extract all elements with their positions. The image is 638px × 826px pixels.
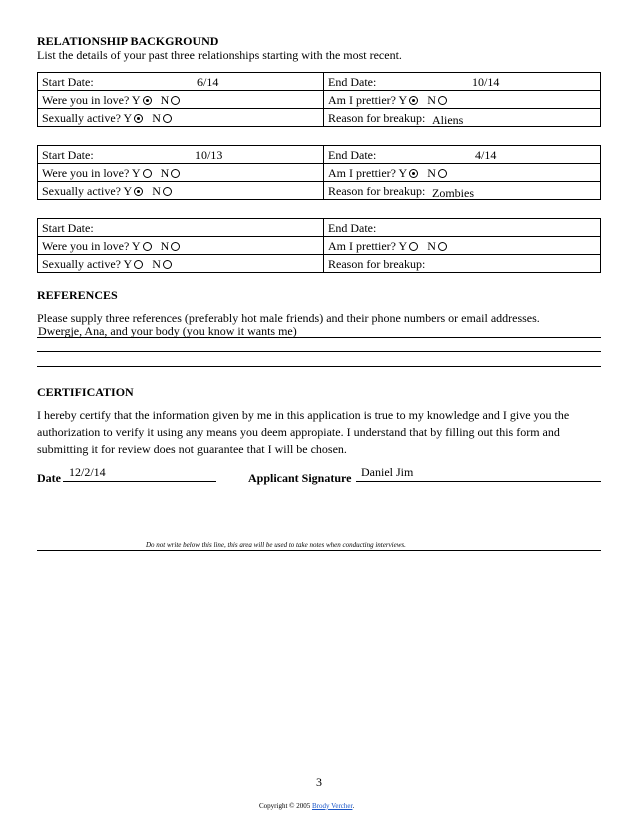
- sexually-active-label: Sexually active?: [42, 183, 121, 198]
- table-row: [38, 182, 601, 200]
- certification-heading: CERTIFICATION: [37, 385, 134, 399]
- table-row: [38, 255, 601, 273]
- notes-caption: Do not write below this line, this area will be used to take notes when conducting interviews.: [146, 541, 406, 549]
- end-date-cell[interactable]: [324, 73, 601, 91]
- start-date-cell[interactable]: [38, 219, 324, 237]
- in-love-cell: [38, 164, 324, 182]
- radio-in-love-no[interactable]: [171, 96, 180, 105]
- start-date-label: Start Date:: [42, 220, 94, 235]
- prettier-label: Am I prettier?: [328, 92, 396, 107]
- start-date-label: Start Date:: [42, 74, 94, 89]
- yes-label: Y: [131, 165, 141, 180]
- end-date-label: End Date:: [328, 74, 377, 89]
- certification-text: I hereby certify that the information given by me in this application is true to my knowledge and I give you the authorization to verify it using any means you deem appropiate. I understand that by filling out this form and submitting it for review does not guarantee that I will be chosen.: [37, 408, 570, 456]
- copyright-text: Copyright © 2005: [259, 802, 311, 810]
- radio-in-love-no[interactable]: [171, 169, 180, 178]
- sexually-active-cell: [38, 109, 324, 127]
- yes-label: Y: [131, 92, 141, 107]
- author-link[interactable]: Brody Vercher: [311, 802, 353, 810]
- signature-value[interactable]: Daniel Jim: [361, 465, 414, 479]
- radio-prettier-no[interactable]: [438, 96, 447, 105]
- date-label: Date: [37, 471, 61, 485]
- sexually-active-label: Sexually active?: [42, 256, 121, 271]
- end-date-label: End Date:: [328, 147, 377, 162]
- table-row: [38, 73, 601, 91]
- sexually-active-cell: [38, 255, 324, 273]
- table-row: [38, 109, 601, 127]
- references-line-1: [37, 337, 601, 338]
- reason-cell[interactable]: [324, 182, 601, 200]
- yes-label: Y: [123, 183, 133, 198]
- radio-prettier-yes[interactable]: [409, 242, 418, 251]
- references-instruction: Please supply three references (preferably hot male friends) and their phone numbers or email addresses.: [37, 311, 540, 325]
- start-date-cell[interactable]: [38, 73, 324, 91]
- radio-in-love-yes[interactable]: [143, 169, 152, 178]
- relationship-table: [37, 218, 601, 273]
- table-row: [38, 146, 601, 164]
- yes-label: Y: [123, 256, 133, 271]
- no-label: N: [152, 183, 161, 198]
- sexually-active-cell: [38, 182, 324, 200]
- prettier-cell: [324, 91, 601, 109]
- reason-label: Reason for breakup:: [328, 256, 426, 271]
- radio-in-love-yes[interactable]: [143, 96, 152, 105]
- no-label: N: [427, 238, 436, 253]
- radio-sexually-active-no[interactable]: [163, 260, 172, 269]
- references-answer[interactable]: Dwergje, Ana, and your body (you know it wants me): [38, 324, 297, 338]
- date-value[interactable]: 12/2/14: [69, 465, 106, 479]
- signature-line: [356, 481, 601, 482]
- copyright-period: .: [352, 802, 355, 810]
- prettier-label: Am I prettier?: [328, 165, 396, 180]
- no-label: N: [427, 165, 436, 180]
- radio-prettier-yes[interactable]: [409, 96, 418, 105]
- no-label: N: [152, 256, 161, 271]
- table-row: [38, 237, 601, 255]
- yes-label: Y: [131, 238, 141, 253]
- no-label: N: [160, 92, 170, 107]
- relationship-heading: RELATIONSHIP BACKGROUND: [37, 34, 219, 48]
- end-date-label: End Date:: [328, 220, 377, 235]
- no-label: N: [427, 92, 436, 107]
- radio-in-love-yes[interactable]: [143, 242, 152, 251]
- radio-sexually-active-no[interactable]: [163, 114, 172, 123]
- in-love-label: Were you in love?: [42, 238, 130, 253]
- copyright-line: [259, 802, 354, 810]
- in-love-cell: [38, 237, 324, 255]
- start-date-value[interactable]: 6/14: [197, 75, 219, 89]
- start-date-label: Start Date:: [42, 147, 94, 162]
- date-line: [63, 481, 216, 482]
- page-number: 3: [316, 775, 322, 789]
- notes-divider: [37, 550, 601, 551]
- signature-label: Applicant Signature: [248, 471, 352, 485]
- start-date-value[interactable]: 10/13: [195, 148, 223, 162]
- end-date-value[interactable]: 10/14: [472, 75, 500, 89]
- radio-prettier-yes[interactable]: [409, 169, 418, 178]
- radio-sexually-active-yes[interactable]: [134, 260, 143, 269]
- radio-sexually-active-yes[interactable]: [134, 114, 143, 123]
- reason-cell[interactable]: [324, 109, 601, 127]
- reason-value[interactable]: Aliens: [432, 113, 464, 127]
- reason-cell[interactable]: [324, 255, 601, 273]
- in-love-label: Were you in love?: [42, 165, 130, 180]
- yes-label: Y: [398, 165, 408, 180]
- sexually-active-label: Sexually active?: [42, 110, 121, 125]
- table-row: [38, 219, 601, 237]
- radio-prettier-no[interactable]: [438, 169, 447, 178]
- prettier-cell: [324, 164, 601, 182]
- in-love-cell: [38, 91, 324, 109]
- yes-label: Y: [123, 110, 133, 125]
- no-label: N: [160, 165, 170, 180]
- radio-sexually-active-yes[interactable]: [134, 187, 143, 196]
- end-date-cell[interactable]: [324, 219, 601, 237]
- table-row: [38, 164, 601, 182]
- reason-label: Reason for breakup:: [328, 110, 426, 125]
- table-row: [38, 91, 601, 109]
- in-love-label: Were you in love?: [42, 92, 130, 107]
- yes-label: Y: [398, 92, 408, 107]
- references-line-2: [37, 351, 601, 352]
- references-heading: REFERENCES: [37, 288, 118, 302]
- reason-value[interactable]: Zombies: [432, 186, 474, 200]
- end-date-cell[interactable]: [324, 146, 601, 164]
- relationship-table: [37, 145, 601, 200]
- no-label: N: [152, 110, 161, 125]
- radio-sexually-active-no[interactable]: [163, 187, 172, 196]
- reason-label: Reason for breakup:: [328, 183, 426, 198]
- end-date-value[interactable]: 4/14: [475, 148, 497, 162]
- radio-in-love-no[interactable]: [171, 242, 180, 251]
- prettier-label: Am I prettier?: [328, 238, 396, 253]
- relationship-table: [37, 72, 601, 127]
- relationship-instruction: List the details of your past three relationships starting with the most recent.: [37, 48, 402, 62]
- no-label: N: [160, 238, 170, 253]
- radio-prettier-no[interactable]: [438, 242, 447, 251]
- references-line-3: [37, 366, 601, 367]
- prettier-cell: [324, 237, 601, 255]
- yes-label: Y: [398, 238, 408, 253]
- start-date-cell[interactable]: [38, 146, 324, 164]
